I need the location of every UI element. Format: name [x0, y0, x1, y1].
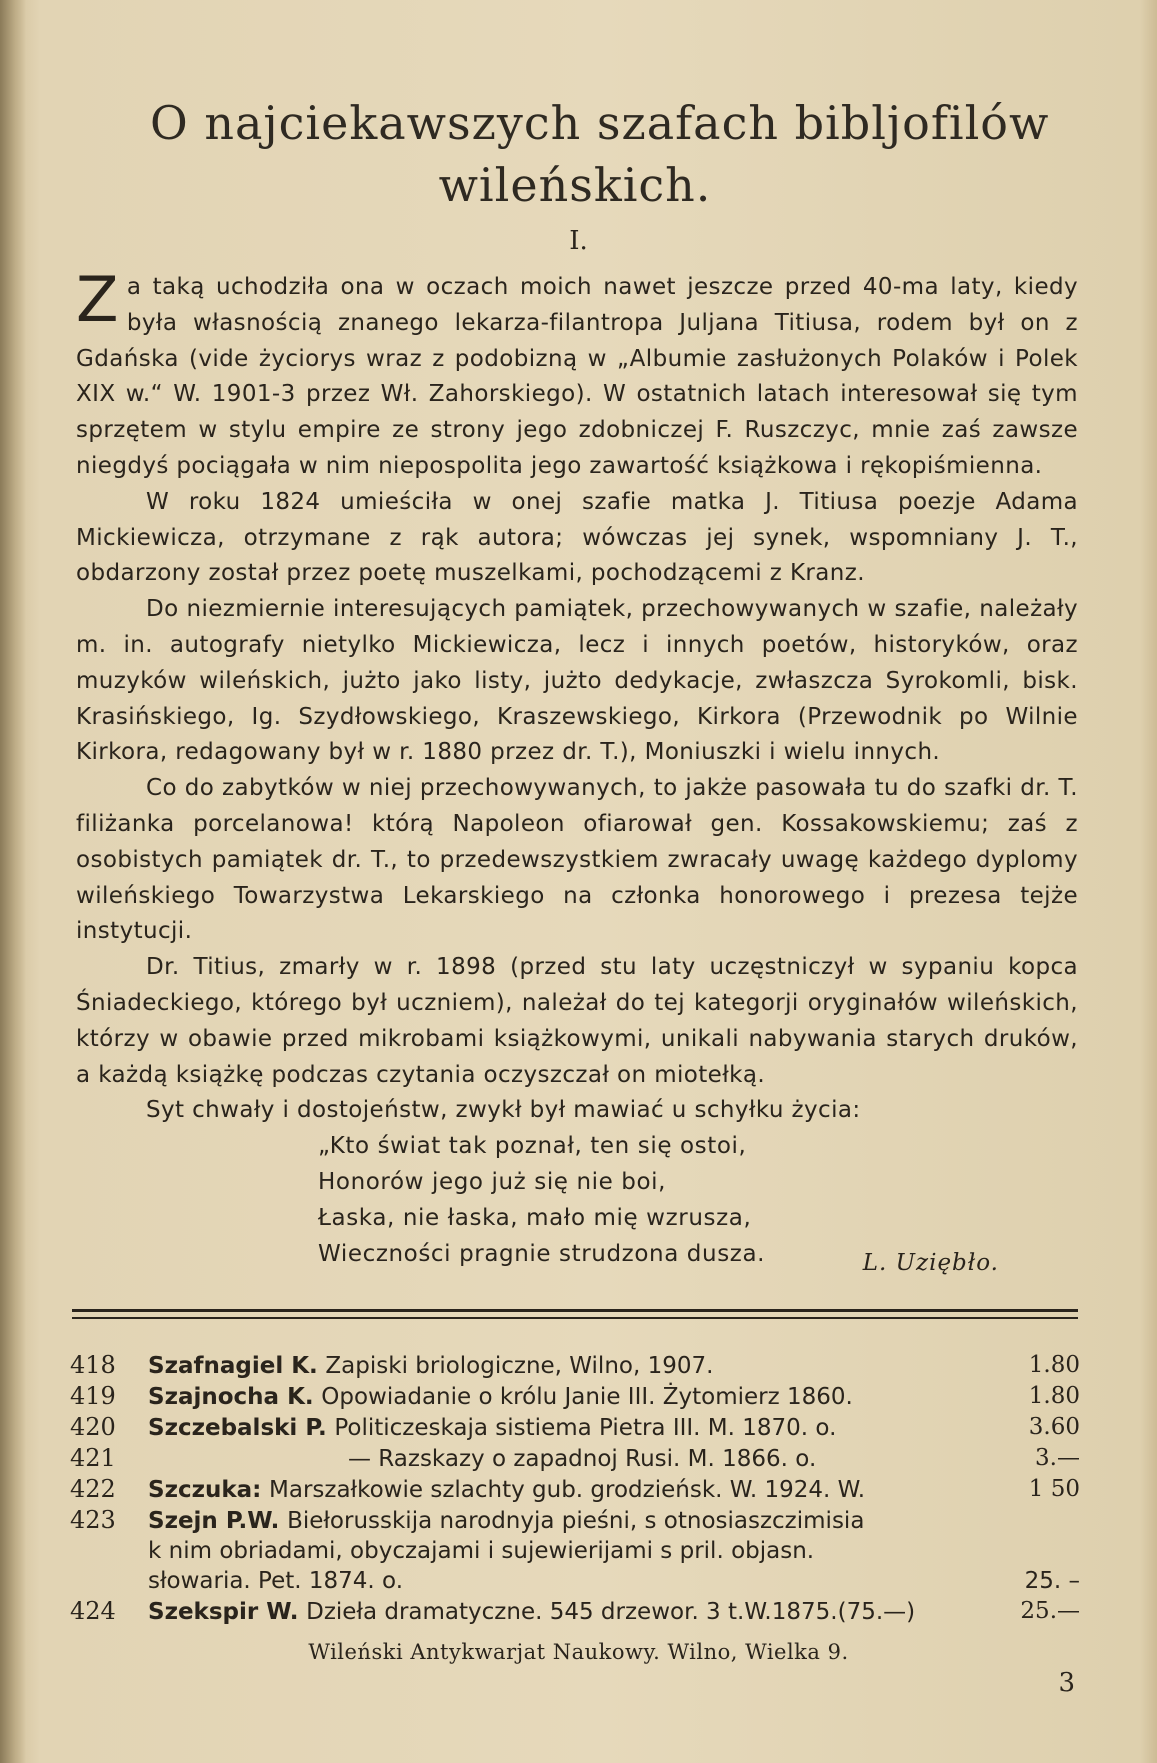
- paragraph-1: [76, 263, 1078, 485]
- entry-text: Zapiski briologiczne, Wilno, 1907.: [325, 1353, 714, 1379]
- article-body: [76, 263, 1078, 1129]
- catalog-entry: [70, 1443, 1080, 1474]
- entry-number: 424: [70, 1597, 116, 1625]
- poem-line: Wieczności pragnie strudzona dusza.: [318, 1241, 766, 1267]
- entry-price: 1.80: [1028, 1352, 1080, 1378]
- poem-line: Honorów jego już się nie boi,: [318, 1169, 667, 1195]
- entry-text: Opowiadanie o królu Janie III. Żytomierz 1860.: [321, 1384, 853, 1410]
- paragraph-2: W roku 1824 umieściła w onej szafie matka J. Titiusa poezje Adama Mickiewicza, otrzymane z rąk autora; wówczas jej synek, wspomniany J. T., obdarzony został przez poetę muszelkami, pochodzącemi z Kranz.: [76, 488, 1078, 587]
- catalog-entry: [70, 1474, 1080, 1505]
- entry-author: Szczuka:: [148, 1477, 262, 1503]
- entry-text: Politiczeskaja sistiema Pietra III. M. 1870. o.: [334, 1415, 837, 1441]
- paragraph-3: Do niezmiernie interesujących pamiątek, przechowywanych w szafie, należały m. in. autografy nietylko Mickiewicza, lecz i innych poetów, historyków, oraz muzyków wileńskich, jużto jako listy, jużto dedykacje, zwłaszcza Syrokomli, bisk. Krasińskiego, Ig. Szydłowskiego, Kraszewskiego, Kirkora (Przewodnik po Wilnie Kirkora, redagowany był w r. 1880 przez dr. T.), Moniuszki i wielu innych.: [76, 596, 1078, 766]
- entry-continuation: k nim obriadami, obyczajami i sujewierijami s pril. objasn.: [148, 1538, 815, 1564]
- page-number: 3: [1058, 1668, 1075, 1698]
- section-number: I.: [569, 226, 588, 256]
- paragraph-5: Dr. Titius, zmarły w r. 1898 (przed stu laty uczęstniczył w sypaniu kopca Śniadeckiego, którego był uczniem), należał do tej kategorji oryginałów wileńskich, którzy w obawie przed mikrobami książkowymi, unikali nabywania starych druków, a każdą książkę podczas czytania oczyszczał on miotełką.: [76, 954, 1078, 1088]
- entry-price: 3.60: [1028, 1414, 1080, 1440]
- catalog-entry: [70, 1596, 1080, 1627]
- entry-number: 420: [70, 1413, 116, 1441]
- entry-price: 1.80: [1028, 1383, 1080, 1409]
- entry-continuation-text: słowaria. Pet. 1874. o.: [148, 1568, 404, 1594]
- entry-author: Szajnocha K.: [148, 1384, 314, 1410]
- publisher-footer: Wileński Antykwarjat Naukowy. Wilno, Wielka 9.: [308, 1640, 849, 1664]
- entry-number: 418: [70, 1351, 116, 1379]
- entry-number: 422: [70, 1475, 116, 1503]
- poem-line: Łaska, nie łaska, mało mię wzrusza,: [318, 1205, 752, 1231]
- double-rule-divider: [72, 1309, 1078, 1319]
- poem-quote: [318, 1128, 765, 1272]
- catalog-entry: [70, 1412, 1080, 1443]
- page-spine-shadow: [0, 0, 26, 1763]
- poem-line: „Kto świat tak poznał, ten się ostoi,: [318, 1133, 747, 1159]
- entry-price: 25. –: [1024, 1568, 1080, 1594]
- entry-author: Szafnagiel K.: [148, 1353, 318, 1379]
- entry-price: 1 50: [1028, 1476, 1080, 1502]
- catalog-entry: [70, 1505, 1080, 1536]
- entry-number: 421: [70, 1444, 116, 1472]
- title-line-2: wileńskich.: [438, 158, 712, 212]
- entry-continuation-last: [70, 1566, 1080, 1596]
- drop-cap: Z: [76, 263, 119, 336]
- entry-author: Szekspir W.: [148, 1599, 299, 1625]
- entry-text: Biełorusskija narodnyja pieśni, s otnosiaszczimisia: [287, 1508, 865, 1534]
- entry-price: 25.—: [1020, 1598, 1080, 1624]
- entry-author: Szczebalski P.: [148, 1415, 327, 1441]
- catalog-entry: [70, 1350, 1080, 1381]
- entry-number: 419: [70, 1382, 116, 1410]
- paragraph-6: Syt chwały i dostojeństw, zwykł był mawiać u schyłku życia:: [146, 1097, 861, 1124]
- catalog-entry: [70, 1381, 1080, 1412]
- author-signature: L. Uziębło.: [862, 1250, 999, 1276]
- entry-price: 3.—: [1035, 1445, 1080, 1471]
- entry-author: Szejn P.W.: [148, 1508, 280, 1534]
- paragraph-4: Co do zabytków w niej przechowywanych, to jakże pasowała tu do szafki dr. T. filiżanka porcelanowa! którą Napoleon ofiarował gen. Kossakowskiemu; zaś z osobistych pamiątek dr. T., to przedewszystkiem zwracały uwagę każdego dyplomy wileńskiego Towarzystwa Lekarskiego na członka honorowego i prezesa tejże instytucji.: [76, 775, 1078, 945]
- entry-text: Dzieła dramatyczne. 545 drzewor. 3 t.W.1875.(75.—): [306, 1599, 916, 1625]
- entry-text: Marszałkowie szlachty gub. grodzieńsk. W. 1924. W.: [269, 1477, 866, 1503]
- paragraph-1-text: a taką uchodziła ona w oczach moich nawet jeszcze przed 40-ma laty, kiedy była własnością znanego lekarza-filantropa Juljana Titiusa, rodem był on z Gdańska (vide życiorys wraz z podobizną w „Albumie zasłużonych Polaków i Polek XIX w.“ W. 1901-3 przez Wł. Zahorskiego). W ostatnich latach interesował się tym sprzętem w stylu empire ze strony jego zdobniczej F. Ruszczyc, mnie zaś zawsze niegdyś pociągała w nim niepospolita jego zawartość książkowa i rękopiśmienna.: [76, 274, 1078, 479]
- article-title: [150, 92, 1050, 216]
- entry-number: 423: [70, 1506, 116, 1534]
- title-line-1: O najciekawszych szafach bibljofilów: [150, 96, 1050, 150]
- catalog-list: [70, 1350, 1080, 1627]
- entry-text: — Razskazy o zapadnoj Rusi. M. 1866. o.: [348, 1446, 817, 1472]
